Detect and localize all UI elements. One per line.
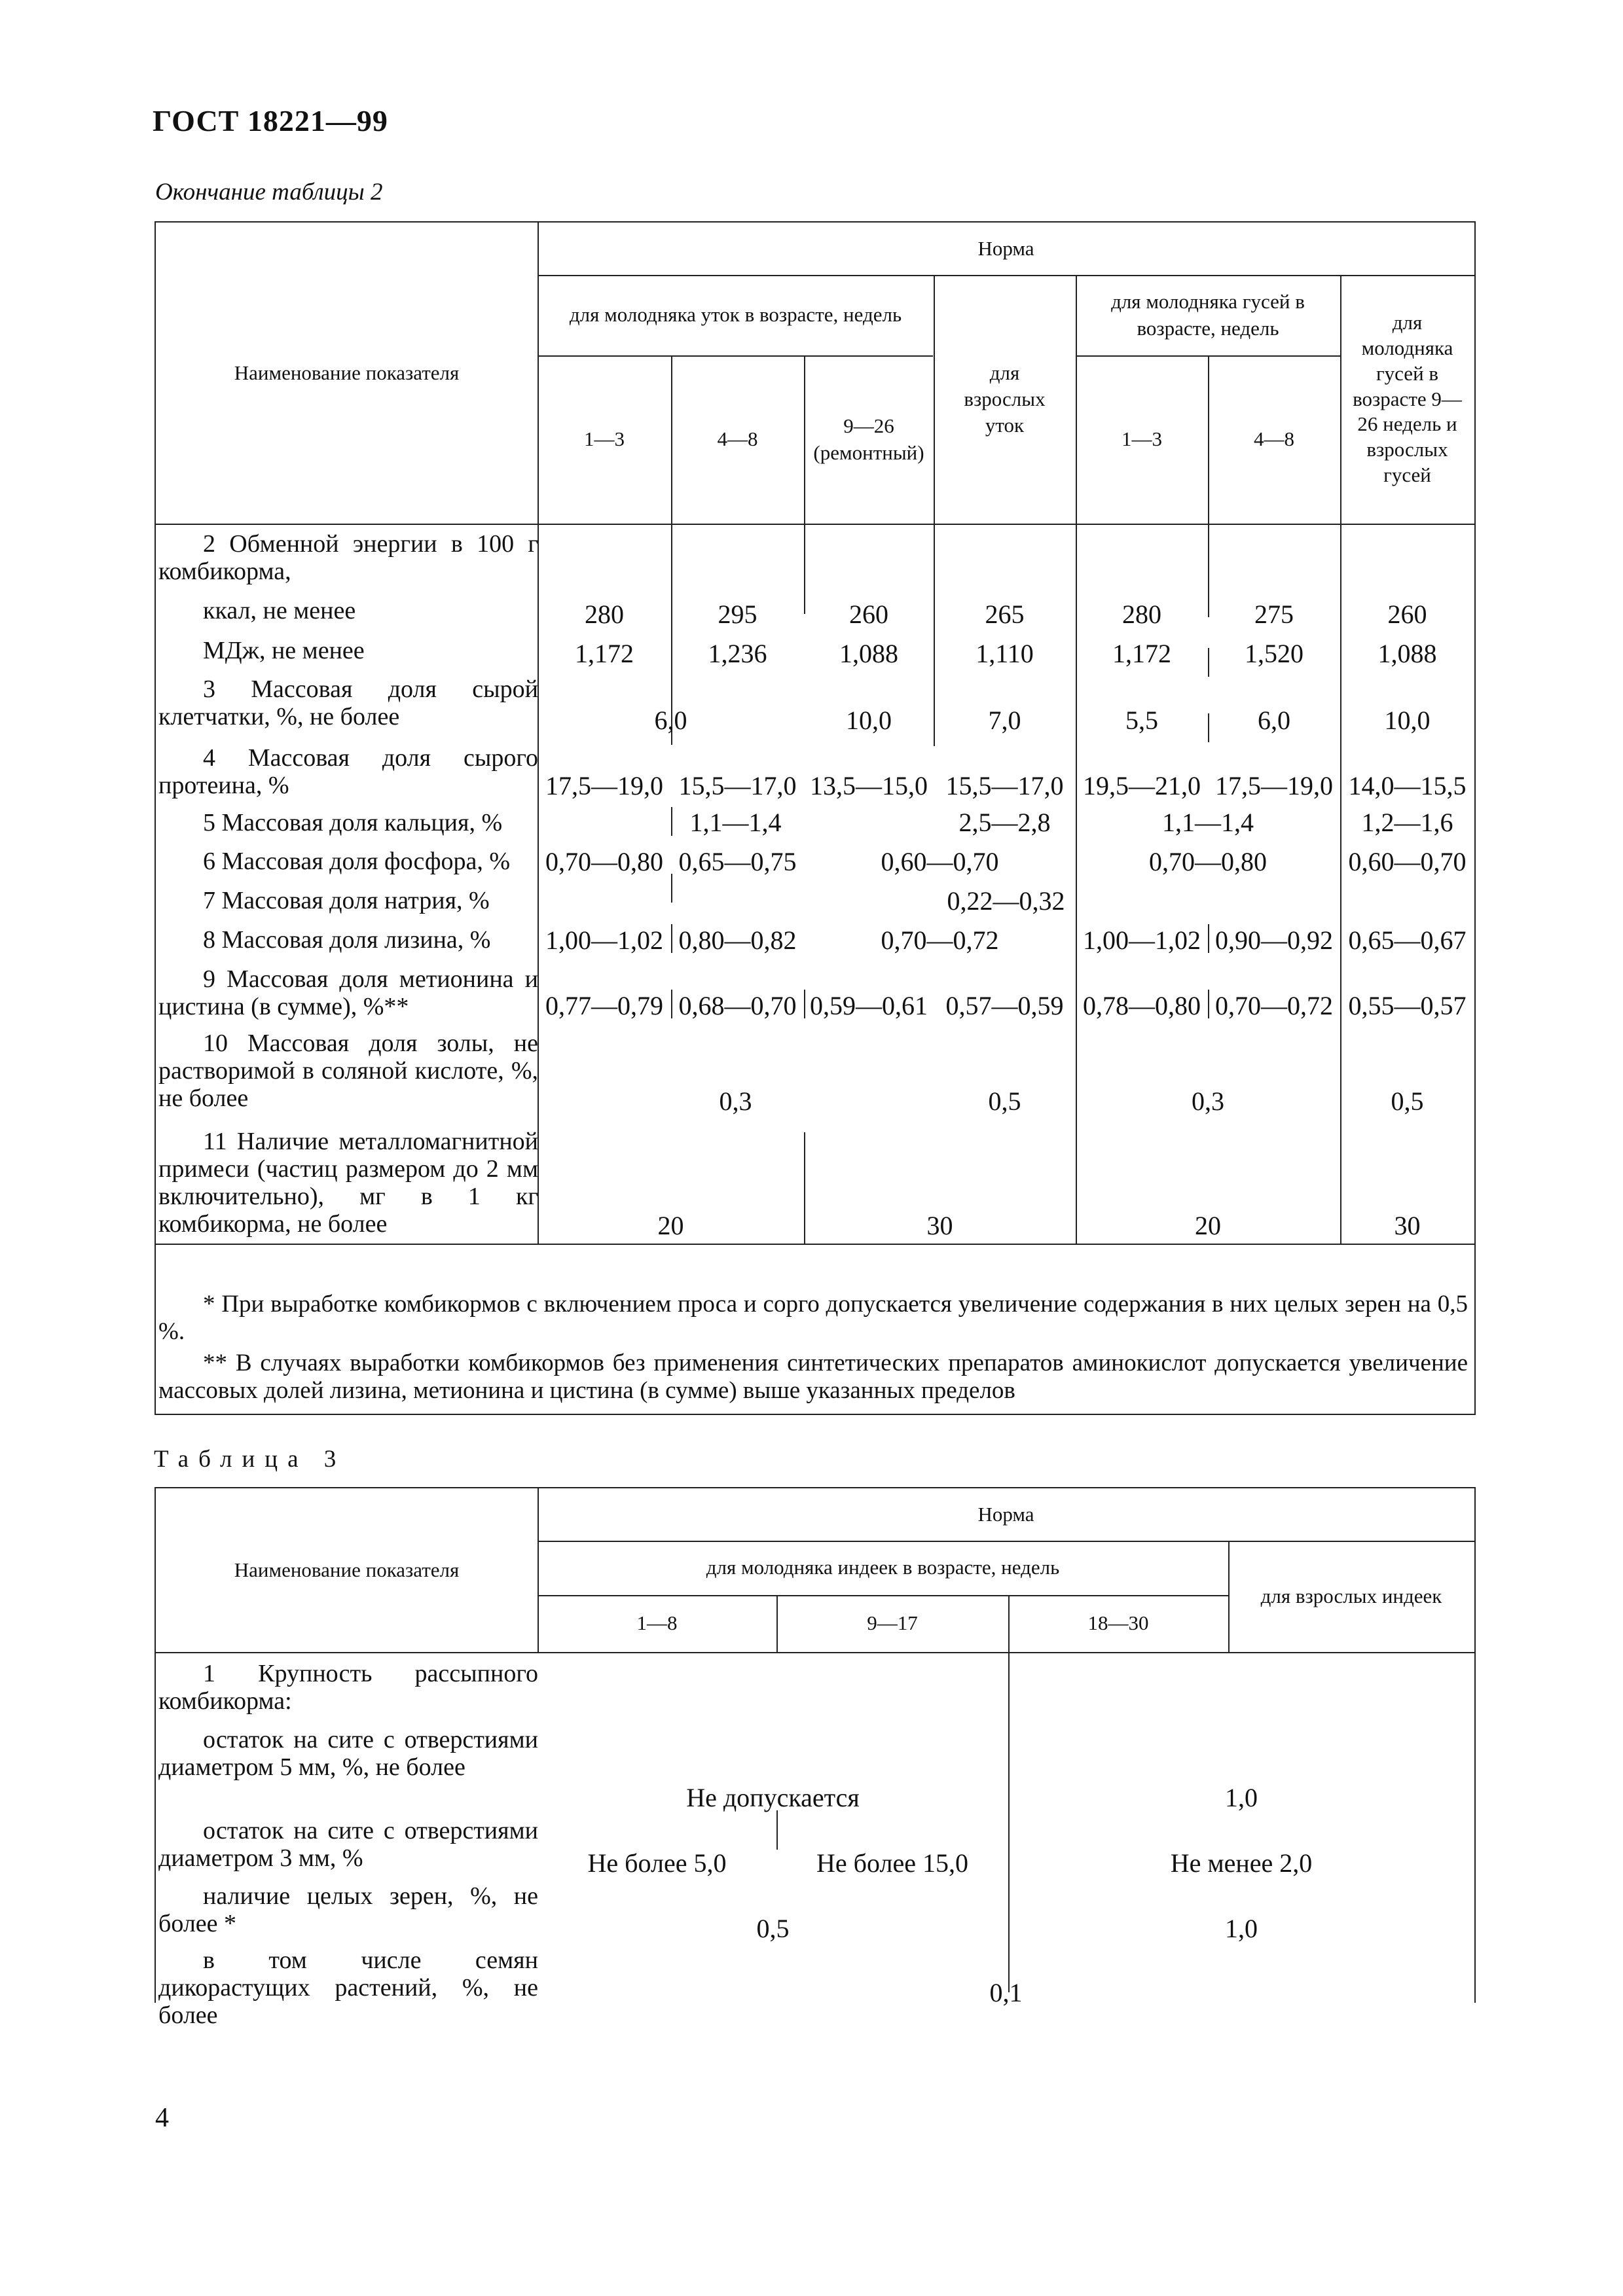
t2-protein-value: 19,5—21,0 <box>1083 771 1201 800</box>
t2-label-protein: 4 Массовая доля сырого протеина, % <box>158 744 538 799</box>
t3-header-norm: Норма <box>977 1502 1034 1526</box>
t2-header-goslings: для молодняка гусей в возрасте, недель <box>1111 290 1305 340</box>
t2-label-ash: 10 Массовая доля золы, не растворимой в соляной кислоте, %, не более <box>158 1030 538 1112</box>
t2-protein-value: 15,5—17,0 <box>945 771 1064 800</box>
t2-label-calcium: 5 Массовая доля кальция, % <box>203 809 503 836</box>
t2-fiber-value: 10,0 <box>846 706 892 735</box>
table3 <box>155 1487 1476 2029</box>
t2-kcal-value: 260 <box>849 600 888 629</box>
t3-sieve5-value: 1,0 <box>1225 1783 1258 1812</box>
page-number: 4 <box>155 2103 169 2133</box>
t2-header-age-1-3: 1—3 <box>584 427 625 451</box>
t2-label-phosphorus: 6 Массовая доля фосфора, % <box>203 848 510 875</box>
t2-calcium-value: 1,1—1,4 <box>689 808 782 837</box>
t3-header-age-18-30: 18—30 <box>1087 1611 1149 1635</box>
t3-header-indicator: Наименование показателя <box>234 1558 460 1581</box>
t2-ash-value: 0,3 <box>1192 1086 1224 1116</box>
t2-lysine-value: 1,00—1,02 <box>1083 925 1201 955</box>
t2-label-metal: 11 Наличие металломагнитной примеси (частиц размером до 2 мм включительно), мг в 1 кг комбикорма, не более <box>158 1128 538 1238</box>
t2-methionine-value: 0,77—0,79 <box>545 991 663 1020</box>
table3-caption: Таблица 3 <box>154 1446 346 1473</box>
t2-protein-value: 15,5—17,0 <box>678 771 797 800</box>
t2-label-energy: 2 Обменной энергии в 100 г комбикорма, <box>158 530 538 585</box>
table2-caption: Окончание таблицы 2 <box>155 179 383 206</box>
t2-ash-value: 0,5 <box>988 1086 1021 1116</box>
t3-header-age-9-17: 9—17 <box>867 1611 918 1635</box>
t2-header-age-4-8: 4—8 <box>717 427 758 451</box>
t2-phosphorus-value: 0,60—0,70 <box>881 847 999 876</box>
t2-fiber-value: 6,0 <box>1258 706 1290 735</box>
t2-mj-value: 1,172 <box>1112 639 1171 668</box>
t2-methionine-value: 0,59—0,61 <box>810 991 928 1020</box>
t2-fiber-value: 5,5 <box>1125 706 1158 735</box>
t3-header-age-1-8: 1—8 <box>636 1611 678 1635</box>
t2-metal-value: 20 <box>657 1211 684 1240</box>
t3-sieve3-value: Не более 15,0 <box>816 1848 968 1878</box>
t3-header-poults: для молодняка индеек в возрасте, недель <box>706 1556 1060 1579</box>
table2 <box>155 221 1476 1415</box>
t2-header-g-age-1-3: 1—3 <box>1122 427 1162 451</box>
t2-mj-value: 1,110 <box>976 639 1034 668</box>
t2-methionine-value: 0,68—0,70 <box>678 991 797 1020</box>
t2-header-age-9-26: 9—26 (ремонтный) <box>813 414 924 464</box>
t3-weeds-value: 0,1 <box>989 1978 1023 2007</box>
t2-kcal-value: 295 <box>718 600 757 629</box>
t2-header-indicator: Наименование показателя <box>234 361 460 384</box>
t2-kcal-value: 280 <box>1122 600 1161 629</box>
t2-header-norm: Норма <box>977 236 1034 260</box>
t3-label-weeds: в том числе семян дикорастущих растений, %, не более <box>158 1946 538 2029</box>
t2-metal-value: 30 <box>926 1211 953 1240</box>
t2-phosphorus-value: 0,60—0,70 <box>1348 847 1467 876</box>
t2-phosphorus-value: 0,70—0,80 <box>545 847 663 876</box>
t2-lysine-value: 0,80—0,82 <box>678 925 797 955</box>
t2-header-adult-ducks: для взрослых уток <box>964 361 1046 437</box>
t2-protein-value: 14,0—15,5 <box>1348 771 1467 800</box>
t2-methionine-value: 0,55—0,57 <box>1348 991 1467 1020</box>
t2-lysine-value: 0,65—0,67 <box>1348 925 1467 955</box>
t2-metal-value: 30 <box>1394 1211 1421 1240</box>
t2-methionine-value: 0,78—0,80 <box>1083 991 1201 1020</box>
t3-label-size: 1 Крупность рассыпного комбикорма: <box>158 1660 538 1715</box>
t2-footnote: * При выработке комбикормов с включением проса и сорго допускается увеличение содержания в них целых зерен на 0,5 %. <box>158 1291 1468 1345</box>
document-header: ГОСТ 18221—99 <box>153 104 388 137</box>
t2-label-mj: МДж, не менее <box>203 637 365 664</box>
t2-kcal-value: 280 <box>585 600 624 629</box>
t2-label-sodium: 7 Массовая доля натрия, % <box>203 887 490 914</box>
t3-whole-value: 0,5 <box>756 1914 790 1943</box>
t2-lysine-value: 0,70—0,72 <box>881 925 999 955</box>
t2-sodium-value: 0,22—0,32 <box>947 886 1065 916</box>
t2-metal-value: 20 <box>1195 1211 1221 1240</box>
t2-protein-value: 17,5—19,0 <box>1215 771 1333 800</box>
t2-lysine-value: 1,00—1,02 <box>545 925 663 955</box>
t2-label-fiber: 3 Массовая доля сырой клетчатки, %, не более <box>158 675 538 730</box>
t3-sieve3-value: Не менее 2,0 <box>1170 1848 1313 1878</box>
t2-phosphorus-value: 0,70—0,80 <box>1149 847 1267 876</box>
t2-phosphorus-value: 0,65—0,75 <box>678 847 797 876</box>
t2-mj-value: 1,236 <box>708 639 767 668</box>
t2-mj-value: 1,520 <box>1245 639 1304 668</box>
t3-label-sieve5: остаток на сите с отверстиями диаметром 5 мм, %, не более <box>158 1726 538 1781</box>
t2-calcium-value: 1,2—1,6 <box>1361 808 1453 837</box>
t2-fiber-value: 7,0 <box>988 706 1021 735</box>
t2-protein-value: 13,5—15,0 <box>810 771 928 800</box>
t2-calcium-value: 2,5—2,8 <box>958 808 1051 837</box>
t2-fiber-value: 6,0 <box>654 706 687 735</box>
t2-mj-value: 1,088 <box>1377 639 1437 668</box>
t2-mj-value: 1,088 <box>839 639 898 668</box>
t3-label-sieve3: остаток на сите с отверстиями диаметром 3 мм, % <box>158 1817 538 1872</box>
t2-fiber-value: 10,0 <box>1384 706 1431 735</box>
t2-methionine-value: 0,70—0,72 <box>1215 991 1333 1020</box>
t2-mj-value: 1,172 <box>575 639 634 668</box>
t3-whole-value: 1,0 <box>1225 1914 1258 1943</box>
t2-header-goslings-adults: для молодняка гусей в возрасте 9—26 недель и взрослых гусей <box>1353 311 1462 486</box>
t2-label-kcal: ккал, не менее <box>203 597 356 624</box>
t3-header-adults: для взрослых индеек <box>1260 1584 1442 1607</box>
t2-kcal-value: 265 <box>985 600 1025 629</box>
t3-sieve3-value: Не более 5,0 <box>587 1848 727 1878</box>
t2-kcal-value: 260 <box>1387 600 1427 629</box>
t2-calcium-value: 1,1—1,4 <box>1162 808 1254 837</box>
t2-methionine-value: 0,57—0,59 <box>945 991 1064 1020</box>
t2-lysine-value: 0,90—0,92 <box>1215 925 1333 955</box>
t3-label-whole: наличие целых зерен, %, не более * <box>158 1882 538 1937</box>
t2-ash-value: 0,5 <box>1391 1086 1424 1116</box>
t3-sieve5-value: Не допускается <box>686 1783 860 1812</box>
t2-ash-value: 0,3 <box>719 1086 752 1116</box>
t2-label-methionine: 9 Массовая доля метионина и цистина (в сумме), %** <box>158 965 538 1020</box>
t2-footnote: ** В случаях выработки комбикормов без применения синтетических препаратов аминокислот допускается увеличение массовых долей лизина, метионина и цистина (в сумме) выше указанных пределов <box>158 1350 1468 1404</box>
t2-label-lysine: 8 Массовая доля лизина, % <box>203 926 491 954</box>
t2-kcal-value: 275 <box>1254 600 1294 629</box>
t2-header-ducklings: для молодняка уток в возрасте, недель <box>569 303 902 327</box>
t2-header-g-age-4-8: 4—8 <box>1254 427 1294 451</box>
t2-protein-value: 17,5—19,0 <box>545 771 663 800</box>
